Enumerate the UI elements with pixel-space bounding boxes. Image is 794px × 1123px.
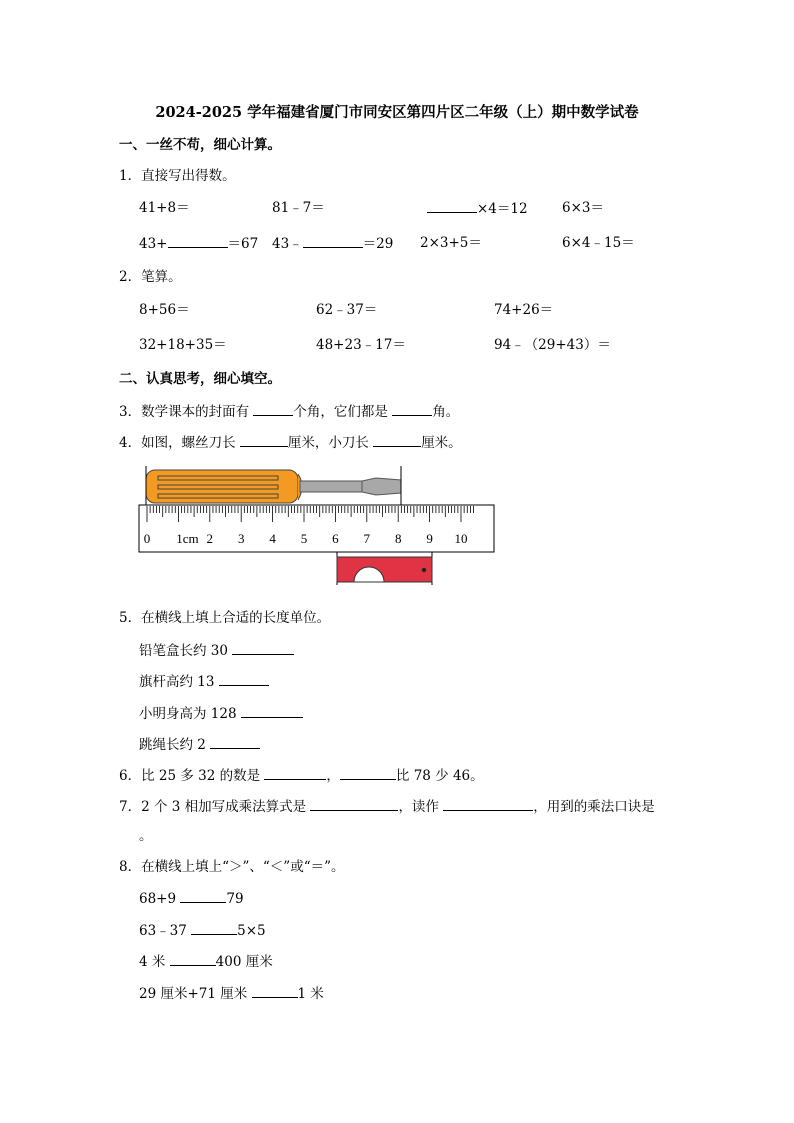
q8-item-4: 29 厘米+71 厘米 1 米 — [139, 986, 324, 1002]
ruler-label: 4 — [269, 531, 276, 546]
answer-blank[interactable] — [392, 402, 432, 416]
answer-blank[interactable] — [210, 735, 260, 749]
ruler-figure — [0, 460, 794, 590]
q6: 6．比 25 多 32 的数是 ， 比 78 少 46。 — [119, 768, 484, 784]
answer-blank[interactable] — [168, 234, 228, 248]
q2-stem: 2．笔算。 — [119, 269, 182, 285]
q2-r1-c1: 8+56＝ — [139, 302, 190, 318]
answer-blank[interactable] — [443, 797, 533, 811]
answer-blank[interactable] — [310, 797, 398, 811]
screwdriver — [146, 470, 401, 503]
answer-blank[interactable] — [241, 704, 303, 718]
ruler-label: 2 — [206, 531, 214, 546]
answer-blank[interactable] — [240, 433, 288, 447]
page-title: 2024-2025 学年福建省厦门市同安区第四片区二年级（上）期中数学试卷 — [155, 104, 639, 121]
q2-r1-c2: 62﹣37＝ — [316, 302, 378, 318]
q8-item-3: 4 米 400 厘米 — [139, 954, 273, 970]
answer-blank[interactable] — [373, 433, 421, 447]
answer-blank[interactable] — [232, 641, 294, 655]
q1-r2-c1: 43+ ＝67 — [139, 236, 259, 252]
answer-blank[interactable] — [253, 402, 293, 416]
knife — [337, 557, 432, 582]
q1-r1-c3: ×4＝12 — [427, 199, 528, 218]
q1-r1-c2: 81﹣7＝ — [272, 200, 325, 216]
answer-blank[interactable] — [303, 234, 363, 248]
ruler-label: 9 — [426, 531, 433, 546]
q3: 3．数学课本的封面有 个角，它们都是 角。 — [119, 404, 460, 420]
knife-rivet — [422, 568, 426, 572]
q2-r2-c2: 48+23﹣17＝ — [316, 337, 406, 353]
q1-r1-c1: 41+8＝ — [139, 200, 190, 216]
q5-item-1: 铅笔盒长约 30 — [139, 641, 294, 660]
q5-item-4: 跳绳长约 2 — [139, 735, 260, 754]
q5-item-3: 小明身高为 128 — [139, 704, 303, 723]
answer-blank[interactable] — [219, 672, 269, 686]
q1-r2-c3: 2×3+5＝ — [420, 235, 482, 251]
answer-blank[interactable] — [170, 952, 216, 966]
answer-blank[interactable] — [427, 199, 477, 213]
q2-r1-c3: 74+26＝ — [494, 302, 554, 318]
answer-blank[interactable] — [191, 921, 237, 935]
answer-blank[interactable] — [264, 766, 326, 780]
ruler-label: 6 — [332, 531, 339, 546]
ruler-label: 5 — [300, 531, 308, 546]
q2-r2-c1: 32+18+35＝ — [139, 337, 227, 353]
ruler-label: 8 — [394, 531, 402, 546]
q1-r1-c4: 6×3＝ — [562, 200, 604, 216]
q1-r2-c4: 6×4﹣15＝ — [562, 235, 635, 251]
q5-item-2: 旗杆高约 13 — [139, 672, 269, 691]
section-2-heading: 二、认真思考，细心填空。 — [119, 371, 281, 387]
q1-stem: 1．直接写出得数。 — [119, 168, 236, 184]
ruler-label: 7 — [363, 531, 371, 546]
q8-item-2: 63﹣37 5×5 — [139, 923, 266, 939]
q2-r2-c3: 94﹣（29+43）＝ — [494, 337, 611, 353]
ruler-label: 1cm — [176, 531, 199, 546]
q7: 7．2 个 3 相加写成乘法算式是 ，读作 ，用到的乘法口诀是 — [119, 799, 655, 815]
q7-end: 。 — [139, 828, 153, 844]
answer-blank[interactable] — [180, 889, 226, 903]
answer-blank[interactable] — [340, 766, 396, 780]
section-1-heading: 一、一丝不苟，细心计算。 — [119, 137, 281, 153]
ruler-label: 0 — [143, 531, 151, 546]
ruler-label: 3 — [237, 531, 245, 546]
answer-blank[interactable] — [252, 984, 298, 998]
knife-body — [337, 557, 432, 582]
q5-stem: 5．在横线上填上合适的长度单位。 — [119, 610, 331, 626]
q1-r2-c2: 43﹣ ＝29 — [272, 236, 394, 252]
screwdriver-shaft — [300, 481, 362, 492]
q8-item-1: 68+9 79 — [139, 891, 244, 907]
ruler-label: 10 — [454, 531, 468, 546]
screwdriver-tip — [362, 478, 401, 495]
q4: 4．如图，螺丝刀长 厘米，小刀长 厘米。 — [119, 435, 462, 451]
q8-stem: 8．在横线上填上“＞”、“＜”或“＝”。 — [119, 859, 345, 875]
